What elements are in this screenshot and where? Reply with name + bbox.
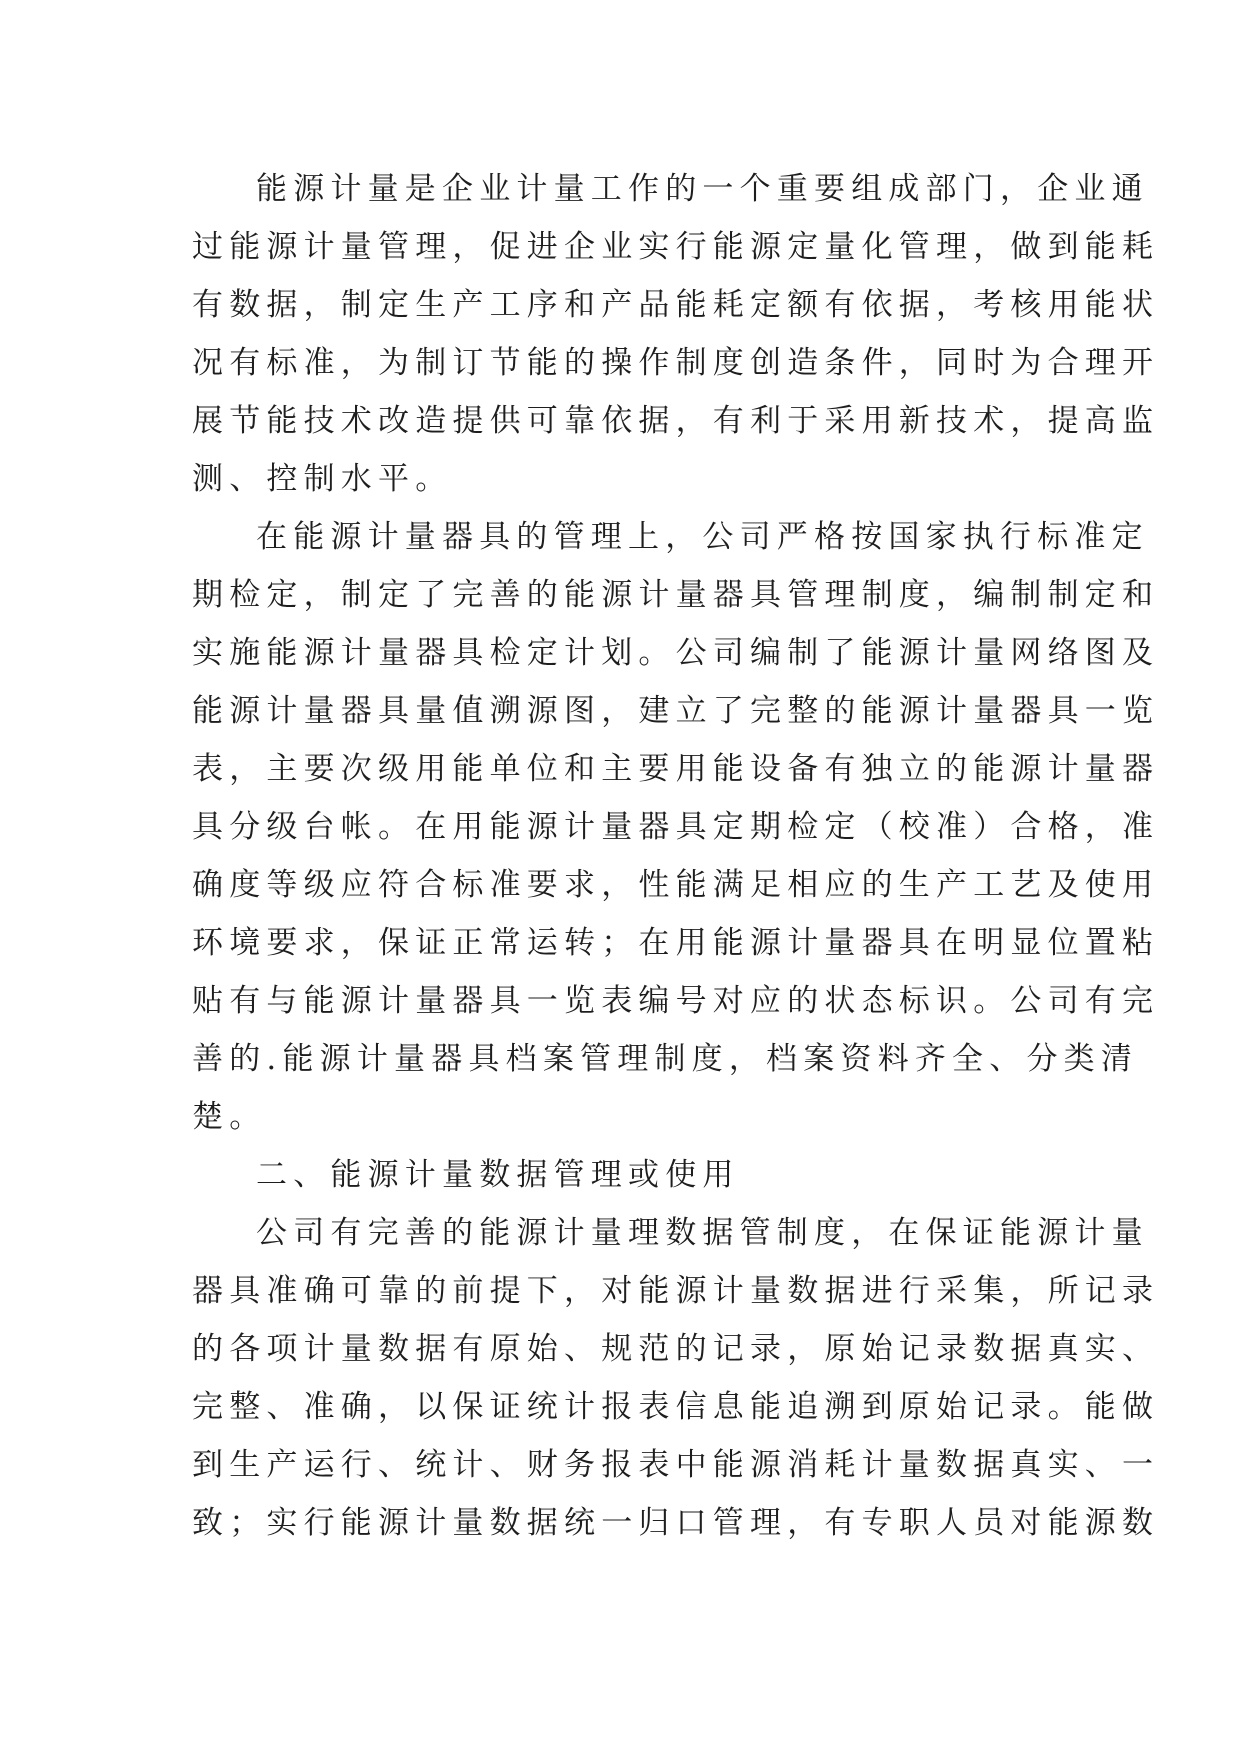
paragraph-2-line-9: 贴有与能源计量器具一览表编号对应的状态标识。公司有完: [192, 983, 1160, 1019]
paragraph-1-line-6: 测、控制水平。: [192, 461, 453, 497]
paragraph-3-line-3: 的各项计量数据有原始、规范的记录，原始记录数据真实、: [192, 1331, 1160, 1367]
paragraph-2-line-3: 实施能源计量器具检定计划。公司编制了能源计量网络图及: [192, 635, 1160, 671]
paragraph-2-line-5: 表，主要次级用能单位和主要用能设备有独立的能源计量器: [192, 751, 1160, 787]
paragraph-2-line-7: 确度等级应符合标准要求，性能满足相应的生产工艺及使用: [192, 867, 1160, 903]
paragraph-1-line-3: 有数据，制定生产工序和产品能耗定额有依据，考核用能状: [192, 287, 1160, 323]
paragraph-2-line-6: 具分级台帐。在用能源计量器具定期检定（校准）合格，准: [192, 809, 1160, 845]
paragraph-1-line-5: 展节能技术改造提供可靠依据，有利于采用新技术，提高监: [192, 403, 1160, 439]
paragraph-1-line-1: 能源计量是企业计量工作的一个重要组成部门，企业通: [256, 171, 1149, 207]
paragraph-1-line-2: 过能源计量管理，促进企业实行能源定量化管理，做到能耗: [192, 229, 1160, 265]
paragraph-2-line-4: 能源计量器具量值溯源图，建立了完整的能源计量器具一览: [192, 693, 1160, 729]
section-heading: 二、能源计量数据管理或使用: [256, 1157, 740, 1193]
paragraph-2-line-8: 环境要求，保证正常运转；在用能源计量器具在明显位置粘: [192, 925, 1160, 961]
paragraph-3-line-4: 完整、准确，以保证统计报表信息能追溯到原始记录。能做: [192, 1389, 1160, 1425]
paragraph-3-line-5: 到生产运行、统计、财务报表中能源消耗计量数据真实、一: [192, 1447, 1160, 1483]
paragraph-2-line-11: 楚。: [192, 1099, 267, 1135]
paragraph-2-line-10: 善的.能源计量器具档案管理制度，档案资料齐全、分类清: [192, 1041, 1139, 1077]
paragraph-3-line-2: 器具准确可靠的前提下，对能源计量数据进行采集，所记录: [192, 1273, 1160, 1309]
paragraph-2-line-2: 期检定，制定了完善的能源计量器具管理制度，编制制定和: [192, 577, 1160, 613]
body-text: [192, 160, 1160, 1552]
paragraph-2-line-1: 在能源计量器具的管理上，公司严格按国家执行标准定: [256, 519, 1149, 555]
paragraph-3-line-6: 致；实行能源计量数据统一归口管理，有专职人员对能源数: [192, 1505, 1160, 1541]
paragraph-3-line-1: 公司有完善的能源计量理数据管制度，在保证能源计量: [256, 1215, 1149, 1251]
paragraph-1-line-4: 况有标准，为制订节能的操作制度创造条件，同时为合理开: [192, 345, 1160, 381]
